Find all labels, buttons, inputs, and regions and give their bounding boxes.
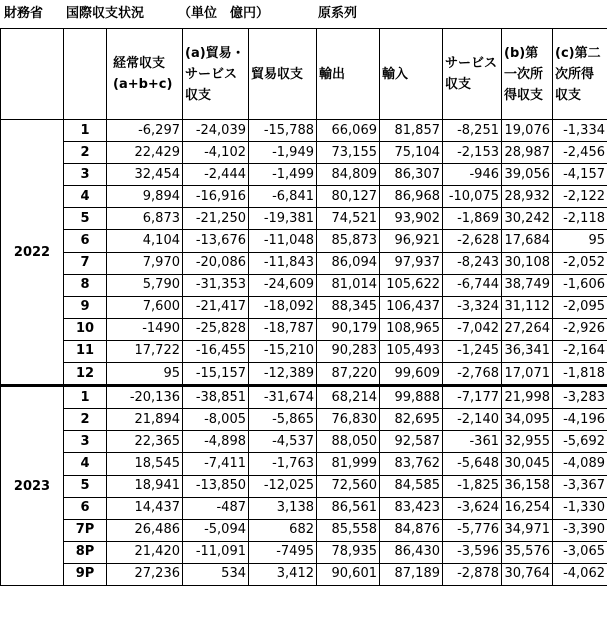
trade-services-cell: -20,086 [183, 252, 249, 274]
exports-cell: 88,345 [317, 296, 380, 318]
services-cell: -3,324 [443, 296, 502, 318]
trade-services-cell: 534 [183, 563, 249, 585]
secondary-income-cell: -3,390 [553, 519, 607, 541]
imports-cell: 86,307 [380, 164, 443, 186]
trade-balance-cell: -24,609 [249, 274, 317, 296]
primary-income-cell: 34,095 [502, 409, 553, 431]
trade-services-cell: -21,250 [183, 208, 249, 230]
series-type-label: 原系列 [318, 6, 358, 21]
imports-cell: 97,937 [380, 252, 443, 274]
year-cell: 2022 [1, 120, 64, 386]
current-account-cell: 5,790 [107, 274, 183, 296]
current-account-cell: 21,420 [107, 541, 183, 563]
title-bar [0, 0, 607, 28]
primary-income-cell: 39,056 [502, 164, 553, 186]
secondary-income-cell: -4,089 [553, 453, 607, 475]
imports-cell: 96,921 [380, 230, 443, 252]
table-row [1, 541, 607, 563]
primary-income-cell: 31,112 [502, 296, 553, 318]
services-cell: -10,075 [443, 186, 502, 208]
current-account-cell: 21,894 [107, 409, 183, 431]
trade-balance-cell: -12,389 [249, 363, 317, 386]
trade-balance-cell: -15,210 [249, 340, 317, 362]
exports-cell: 84,809 [317, 164, 380, 186]
exports-cell: 90,179 [317, 318, 380, 340]
primary-income-cell: 30,108 [502, 252, 553, 274]
month-cell: 5 [64, 208, 107, 230]
primary-income-cell: 21,998 [502, 386, 553, 409]
exports-cell: 73,155 [317, 142, 380, 164]
month-cell: 11 [64, 340, 107, 362]
trade-balance-cell: -1,949 [249, 142, 317, 164]
imports-cell: 83,423 [380, 497, 443, 519]
primary-income-cell: 35,576 [502, 541, 553, 563]
imports-cell: 106,437 [380, 296, 443, 318]
table-row [1, 252, 607, 274]
month-cell: 9P [64, 563, 107, 585]
services-cell: -361 [443, 431, 502, 453]
balance-of-payments-table [0, 28, 607, 586]
current-account-cell: 27,236 [107, 563, 183, 585]
month-cell: 1 [64, 120, 107, 142]
services-cell: -2,628 [443, 230, 502, 252]
current-account-cell: -20,136 [107, 386, 183, 409]
exports-cell: 81,014 [317, 274, 380, 296]
primary-income-cell: 38,749 [502, 274, 553, 296]
current-account-cell: -6,297 [107, 120, 183, 142]
primary-income-cell: 27,264 [502, 318, 553, 340]
primary-income-cell: 19,076 [502, 120, 553, 142]
exports-cell: 72,560 [317, 475, 380, 497]
primary-income-cell: 30,242 [502, 208, 553, 230]
table-row [1, 274, 607, 296]
header-primary-income: (b)第一次所得収支 [502, 29, 553, 120]
services-cell: -7,177 [443, 386, 502, 409]
table-row [1, 120, 607, 142]
secondary-income-cell: -3,283 [553, 386, 607, 409]
exports-cell: 76,830 [317, 409, 380, 431]
imports-cell: 84,585 [380, 475, 443, 497]
primary-income-cell: 30,045 [502, 453, 553, 475]
exports-cell: 86,561 [317, 497, 380, 519]
year-cell: 2023 [1, 386, 64, 586]
imports-cell: 83,762 [380, 453, 443, 475]
header-row [1, 29, 607, 120]
exports-cell: 81,999 [317, 453, 380, 475]
current-account-cell: 95 [107, 363, 183, 386]
current-account-cell: 17,722 [107, 340, 183, 362]
imports-cell: 84,876 [380, 519, 443, 541]
imports-cell: 108,965 [380, 318, 443, 340]
month-cell: 4 [64, 453, 107, 475]
month-cell: 9 [64, 296, 107, 318]
table-row [1, 475, 607, 497]
secondary-income-cell: -2,095 [553, 296, 607, 318]
table-row [1, 563, 607, 585]
exports-cell: 90,601 [317, 563, 380, 585]
trade-balance-cell: -5,865 [249, 409, 317, 431]
exports-cell: 85,558 [317, 519, 380, 541]
secondary-income-cell: -5,692 [553, 431, 607, 453]
trade-balance-cell: -31,674 [249, 386, 317, 409]
header-month [64, 29, 107, 120]
imports-cell: 82,695 [380, 409, 443, 431]
table-row [1, 142, 607, 164]
services-cell: -946 [443, 164, 502, 186]
imports-cell: 99,888 [380, 386, 443, 409]
current-account-cell: 7,600 [107, 296, 183, 318]
services-cell: -8,251 [443, 120, 502, 142]
exports-cell: 87,220 [317, 363, 380, 386]
trade-services-cell: -16,455 [183, 340, 249, 362]
secondary-income-cell: -2,052 [553, 252, 607, 274]
table-row [1, 208, 607, 230]
trade-balance-cell: -11,843 [249, 252, 317, 274]
trade-services-cell: -25,828 [183, 318, 249, 340]
month-cell: 2 [64, 142, 107, 164]
imports-cell: 75,104 [380, 142, 443, 164]
trade-balance-cell: 682 [249, 519, 317, 541]
primary-income-cell: 30,764 [502, 563, 553, 585]
exports-cell: 86,094 [317, 252, 380, 274]
exports-cell: 80,127 [317, 186, 380, 208]
services-cell: -5,776 [443, 519, 502, 541]
header-secondary-income: (c)第二次所得収支 [553, 29, 607, 120]
table-row [1, 340, 607, 362]
current-account-cell: 26,486 [107, 519, 183, 541]
services-cell: -7,042 [443, 318, 502, 340]
imports-cell: 105,622 [380, 274, 443, 296]
services-cell: -2,140 [443, 409, 502, 431]
table-row [1, 164, 607, 186]
trade-services-cell: -21,417 [183, 296, 249, 318]
trade-balance-cell: -18,092 [249, 296, 317, 318]
trade-services-cell: -16,916 [183, 186, 249, 208]
month-cell: 4 [64, 186, 107, 208]
current-account-cell: -1490 [107, 318, 183, 340]
secondary-income-cell: -1,606 [553, 274, 607, 296]
secondary-income-cell: -3,065 [553, 541, 607, 563]
trade-balance-cell: -1,499 [249, 164, 317, 186]
imports-cell: 93,902 [380, 208, 443, 230]
secondary-income-cell: -1,334 [553, 120, 607, 142]
header-services: サービス収支 [443, 29, 502, 120]
month-cell: 1 [64, 386, 107, 409]
exports-cell: 85,873 [317, 230, 380, 252]
table-row [1, 409, 607, 431]
services-cell: -6,744 [443, 274, 502, 296]
month-cell: 6 [64, 230, 107, 252]
trade-services-cell: -4,102 [183, 142, 249, 164]
header-trade-services: (a)貿易・サービス収支 [183, 29, 249, 120]
table-row [1, 296, 607, 318]
imports-cell: 105,493 [380, 340, 443, 362]
imports-cell: 81,857 [380, 120, 443, 142]
services-cell: -5,648 [443, 453, 502, 475]
services-cell: -2,768 [443, 363, 502, 386]
trade-balance-cell: -1,763 [249, 453, 317, 475]
trade-services-cell: -13,676 [183, 230, 249, 252]
current-account-cell: 22,429 [107, 142, 183, 164]
imports-cell: 86,968 [380, 186, 443, 208]
primary-income-cell: 28,987 [502, 142, 553, 164]
secondary-income-cell: 95 [553, 230, 607, 252]
current-account-cell: 22,365 [107, 431, 183, 453]
imports-cell: 87,189 [380, 563, 443, 585]
trade-services-cell: -8,005 [183, 409, 249, 431]
current-account-cell: 6,873 [107, 208, 183, 230]
exports-cell: 88,050 [317, 431, 380, 453]
report-title: 国際収支状況 [66, 6, 145, 21]
trade-balance-cell: -6,841 [249, 186, 317, 208]
services-cell: -3,624 [443, 497, 502, 519]
current-account-cell: 9,894 [107, 186, 183, 208]
secondary-income-cell: -3,367 [553, 475, 607, 497]
month-cell: 7 [64, 252, 107, 274]
unit-label: （単位 億円） [178, 6, 270, 21]
primary-income-cell: 17,684 [502, 230, 553, 252]
primary-income-cell: 32,955 [502, 431, 553, 453]
trade-services-cell: -4,898 [183, 431, 249, 453]
trade-balance-cell: 3,138 [249, 497, 317, 519]
table-body [1, 120, 607, 586]
primary-income-cell: 17,071 [502, 363, 553, 386]
services-cell: -2,878 [443, 563, 502, 585]
table-row [1, 363, 607, 386]
current-account-cell: 7,970 [107, 252, 183, 274]
exports-cell: 74,521 [317, 208, 380, 230]
table-row [1, 230, 607, 252]
primary-income-cell: 36,341 [502, 340, 553, 362]
trade-balance-cell: -12,025 [249, 475, 317, 497]
current-account-cell: 4,104 [107, 230, 183, 252]
table-row [1, 519, 607, 541]
trade-services-cell: -7,411 [183, 453, 249, 475]
current-account-cell: 32,454 [107, 164, 183, 186]
month-cell: 3 [64, 164, 107, 186]
month-cell: 3 [64, 431, 107, 453]
trade-services-cell: -11,091 [183, 541, 249, 563]
trade-services-cell: -5,094 [183, 519, 249, 541]
trade-balance-cell: -18,787 [249, 318, 317, 340]
trade-services-cell: -15,157 [183, 363, 249, 386]
month-cell: 6 [64, 497, 107, 519]
trade-services-cell: -31,353 [183, 274, 249, 296]
secondary-income-cell: -4,062 [553, 563, 607, 585]
trade-balance-cell: -15,788 [249, 120, 317, 142]
secondary-income-cell: -2,456 [553, 142, 607, 164]
secondary-income-cell: -4,196 [553, 409, 607, 431]
secondary-income-cell: -1,330 [553, 497, 607, 519]
exports-cell: 90,283 [317, 340, 380, 362]
trade-services-cell: -487 [183, 497, 249, 519]
table-row [1, 386, 607, 409]
primary-income-cell: 16,254 [502, 497, 553, 519]
current-account-cell: 18,941 [107, 475, 183, 497]
trade-balance-cell: -4,537 [249, 431, 317, 453]
exports-cell: 66,069 [317, 120, 380, 142]
trade-services-cell: -24,039 [183, 120, 249, 142]
table-row [1, 431, 607, 453]
current-account-cell: 14,437 [107, 497, 183, 519]
trade-balance-cell: -11,048 [249, 230, 317, 252]
header-year [1, 29, 64, 120]
table-row [1, 497, 607, 519]
trade-balance-cell: -7495 [249, 541, 317, 563]
trade-balance-cell: 3,412 [249, 563, 317, 585]
primary-income-cell: 28,932 [502, 186, 553, 208]
trade-services-cell: -2,444 [183, 164, 249, 186]
table-row [1, 186, 607, 208]
secondary-income-cell: -1,818 [553, 363, 607, 386]
ministry-label: 財務省 [4, 6, 44, 21]
month-cell: 8P [64, 541, 107, 563]
imports-cell: 86,430 [380, 541, 443, 563]
month-cell: 8 [64, 274, 107, 296]
services-cell: -1,825 [443, 475, 502, 497]
primary-income-cell: 36,158 [502, 475, 553, 497]
services-cell: -3,596 [443, 541, 502, 563]
services-cell: -2,153 [443, 142, 502, 164]
primary-income-cell: 34,971 [502, 519, 553, 541]
secondary-income-cell: -4,157 [553, 164, 607, 186]
secondary-income-cell: -2,926 [553, 318, 607, 340]
table-row [1, 453, 607, 475]
imports-cell: 99,609 [380, 363, 443, 386]
exports-cell: 68,214 [317, 386, 380, 409]
header-current-account: 経常収支(a+b+c) [107, 29, 183, 120]
month-cell: 5 [64, 475, 107, 497]
imports-cell: 92,587 [380, 431, 443, 453]
trade-balance-cell: -19,381 [249, 208, 317, 230]
month-cell: 2 [64, 409, 107, 431]
table-row [1, 318, 607, 340]
secondary-income-cell: -2,118 [553, 208, 607, 230]
services-cell: -8,243 [443, 252, 502, 274]
services-cell: -1,245 [443, 340, 502, 362]
header-imports: 輸入 [380, 29, 443, 120]
secondary-income-cell: -2,122 [553, 186, 607, 208]
exports-cell: 78,935 [317, 541, 380, 563]
month-cell: 12 [64, 363, 107, 386]
month-cell: 7P [64, 519, 107, 541]
month-cell: 10 [64, 318, 107, 340]
services-cell: -1,869 [443, 208, 502, 230]
secondary-income-cell: -2,164 [553, 340, 607, 362]
current-account-cell: 18,545 [107, 453, 183, 475]
header-trade-balance: 貿易収支 [249, 29, 317, 120]
trade-services-cell: -13,850 [183, 475, 249, 497]
header-exports: 輸出 [317, 29, 380, 120]
trade-services-cell: -38,851 [183, 386, 249, 409]
